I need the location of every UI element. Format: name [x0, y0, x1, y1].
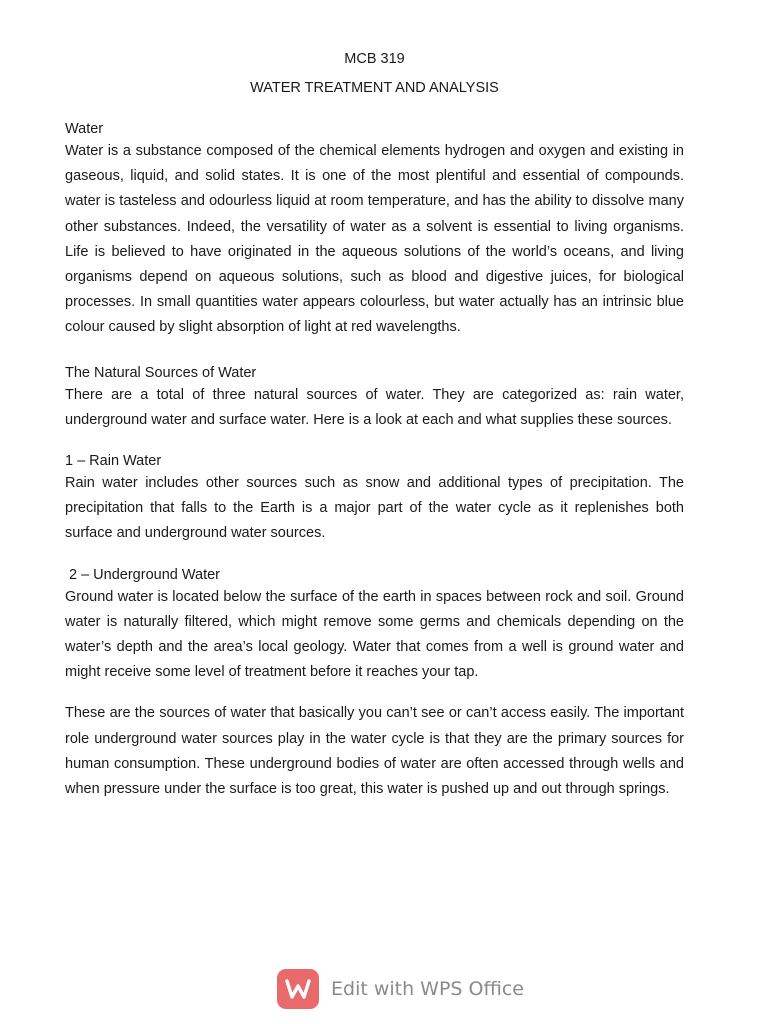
section-body-natural-sources: There are a total of three natural sources of water. They are categorized as: rain water, underground water and surface water. Here is a look at each and what supplies these sources.	[65, 386, 684, 428]
section-heading-natural-sources: The Natural Sources of Water	[65, 364, 257, 381]
wps-edit-banner[interactable]	[277, 969, 524, 1009]
wps-logo-icon	[277, 969, 319, 1009]
wps-edit-label[interactable]: Edit with WPS Office	[331, 978, 524, 1000]
section-heading-water: Water	[65, 121, 104, 137]
section-body-underground-water-2: These are the sources of water that basically you can’t see or can’t access easily. The important role underground water sources play in the water cycle is that they are the primary sources for human consumption. These underground bodies of water are often accessed through wells and when pressure under the surface is too great, this water is pushed up and out through springs.	[65, 705, 684, 798]
section-body-underground-water: Ground water is located below the surface of the earth in spaces between rock and soil. Ground water is naturally filtered, which might remove some germs and chemicals depending on the water’s depth and the area’s local geology. Water that comes from a well is ground water and might receive some level of treatment before it reaches your tap.	[65, 588, 684, 681]
section-heading-underground-water: 2 – Underground Water	[69, 566, 220, 583]
section-body-rain-water: Rain water includes other sources such as snow and additional types of precipitation. The precipitation that falls to the Earth is a major part of the water cycle as it replenishes both surface and underground water sources.	[65, 475, 684, 542]
section-heading-rain-water: 1 – Rain Water	[65, 453, 162, 470]
course-code: MCB 319	[344, 51, 405, 67]
section-body-water: Water is a substance composed of the chemical elements hydrogen and oxygen and existing in gaseous, liquid, and solid states. It is one of the most plentiful and essential of compounds. water is tasteless and odourless liquid at room temperature, and has the ability to dissolve many other substances. Indeed, the versatility of water as a solvent is essential to living organisms. Life is believed to have originated in the aqueous solutions of the world’s oceans, and living organisms depend on aqueous solutions, such as blood and digestive juices, for biological processes. In small quantities water appears colourless, but water actually has an intrinsic blue colour caused by slight absorption of light at red wavelengths.	[65, 143, 684, 336]
document-page	[65, 50, 684, 802]
document-title: WATER TREATMENT AND ANALYSIS	[250, 80, 499, 96]
